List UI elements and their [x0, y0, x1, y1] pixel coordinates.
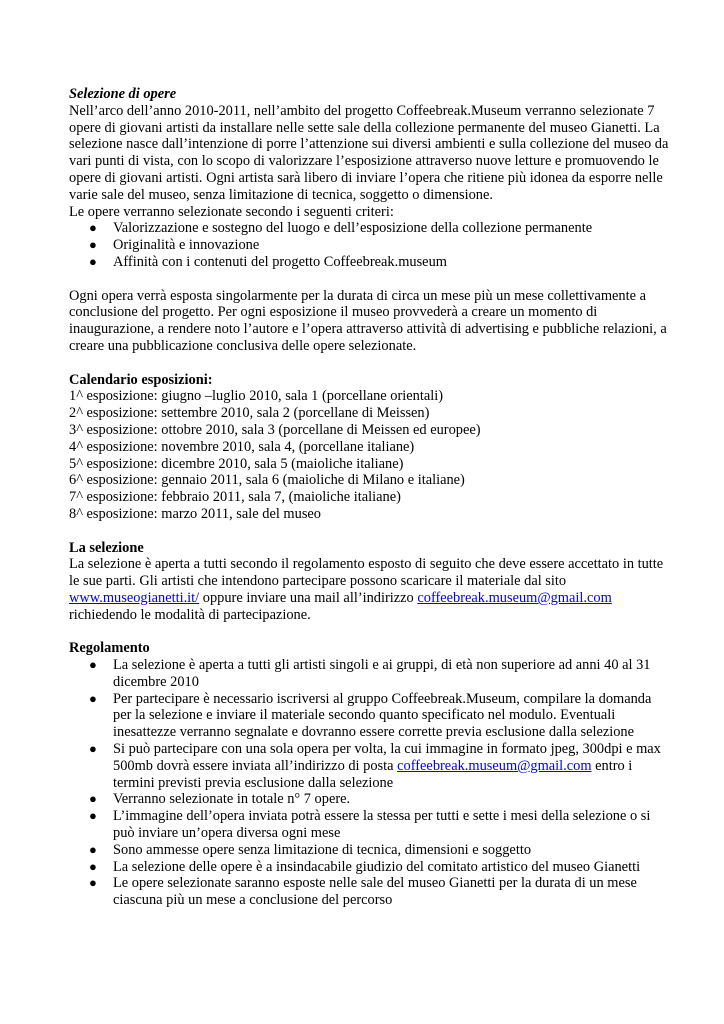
criteria-intro: Le opere verranno selezionate secondo i seguenti criteri: — [69, 203, 394, 220]
calendar-item: 5^ esposizione: dicembre 2010, sala 5 (maioliche italiane) — [69, 455, 404, 472]
list-item: ● Valorizzazione e sostegno del luogo e dell’esposizione della collezione permanente — [89, 220, 593, 237]
bullet-icon: ● — [89, 808, 97, 824]
intro-paragraph: Nell’arco dell’anno 2010-2011, nell’ambito del progetto Coffeebreak.Museum verranno selezionate 7 opere di giovani artisti da installare nelle sette sale della collezione permanente del museo Gianetti. La selezione nasce dall’intenzione di porre l’attenzione sui diversi ambienti e sulla collezione del museo da vari punti di vista, con lo scopo di valorizzare l’esposizione attraverso nuove letture e promuovendo le opere di giovani artisti. Ogni artista sarà libero di inviare l’opera che ritiene più idonea da esporre nelle varie sale del museo, senza limitazione di tecnica, soggetto o dimensione. — [69, 102, 669, 203]
museum-site-link[interactable]: www.museogianetti.it/ — [69, 589, 200, 606]
bullet-icon: ● — [89, 220, 97, 236]
list-item: ● La selezione è aperta a tutti gli artisti singoli e ai gruppi, di età non superiore ad anni 40 al 31 dicembre 2010 — [89, 657, 651, 690]
list-item: ● La selezione delle opere è a insindacabile giudizio del comitato artistico del museo Gianetti — [89, 858, 641, 875]
exhibition-paragraph: Ogni opera verrà esposta singolarmente per la durata di circa un mese più un mese collettivamente a conclusione del progetto. Per ogni esposizione il museo provvederà a creare un momento di inaugurazione, a rendere noto l’autore e l’opera attraverso attività di advertising e pubbliche relazioni, a creare una pubblicazione conclusiva delle opere selezionate. — [69, 287, 667, 354]
rules-list — [69, 657, 669, 909]
spacer — [69, 271, 669, 288]
list-item: ● Si può partecipare con una sola opera per volta, la cui immagine in formato jpeg, 300dpi e max 500mb dovrà essere inviata all’indirizzo di posta coffeebreak.museum@gmail.com entro i termini previsti previa esclusione dalla selezione — [89, 741, 661, 791]
calendar-item: 2^ esposizione: settembre 2010, sala 2 (porcellane di Meissen) — [69, 405, 430, 422]
bullet-icon: ● — [89, 657, 97, 673]
spacer — [69, 523, 669, 540]
list-item: ● L’immagine dell’opera inviata potrà essere la stessa per tutti e sette i mesi della selezione o si può inviare un’opera diversa ogni mese — [89, 808, 651, 842]
document-body — [69, 86, 669, 909]
bullet-icon: ● — [89, 858, 97, 874]
email-link[interactable]: coffeebreak.museum@gmail.com — [397, 757, 592, 774]
list-item: ● Le opere selezionate saranno esposte nelle sale del museo Gianetti per la durata di un mese ciascuna più un mese a conclusione del percorso — [89, 875, 637, 909]
bullet-icon: ● — [89, 841, 97, 857]
criteria-list — [69, 220, 669, 270]
list-item: ● Originalità e innovazione — [89, 237, 260, 254]
list-item: ● Affinità con i contenuti del progetto Coffeebreak.museum — [89, 253, 447, 270]
bullet-icon: ● — [89, 875, 97, 891]
spacer — [69, 624, 669, 641]
section-title-la-selezione: La selezione — [69, 539, 144, 556]
email-link[interactable]: coffeebreak.museum@gmail.com — [417, 589, 612, 606]
bullet-icon: ● — [89, 741, 97, 757]
bullet-icon: ● — [89, 237, 97, 253]
bullet-icon: ● — [89, 791, 97, 807]
section-title-selezione-di-opere: Selezione di opere — [69, 86, 177, 102]
spacer — [69, 355, 669, 372]
section-title-regolamento: Regolamento — [69, 640, 150, 657]
list-item: ● Per partecipare è necessario iscriversi al gruppo Coffeebreak.Museum, compilare la domanda per la selezione e inviare il materiale secondo quanto specificato nel modulo. Eventuali inesattezze verranno segnalate e dovranno essere corrette previa esclusione dalla selezione — [89, 690, 652, 741]
selection-paragraph: La selezione è aperta a tutti secondo il regolamento esposto di seguito che deve essere accettato in tutte le sue parti. Gli artisti che intendono partecipare possono scaricare il materiale dal sito www.museogianetti.it/ oppure inviare una mail all’indirizzo coffeebreak.museum@gmail.com richiedendo le modalità di partecipazione. — [69, 556, 664, 623]
bullet-icon: ● — [89, 690, 97, 706]
list-item: ● Sono ammesse opere senza limitazione di tecnica, dimensioni e soggetto — [89, 841, 532, 858]
calendar-item: 1^ esposizione: giugno –luglio 2010, sala 1 (porcellane orientali) — [69, 388, 444, 405]
calendar-item: 7^ esposizione: febbraio 2011, sala 7, (maioliche italiane) — [69, 489, 401, 506]
list-item: ● Verranno selezionate in totale n° 7 opere. — [89, 791, 351, 808]
calendar-item: 8^ esposizione: marzo 2011, sale del museo — [69, 505, 321, 522]
calendar-item: 6^ esposizione: gennaio 2011, sala 6 (maioliche di Milano e italiane) — [69, 472, 465, 489]
section-title-calendario: Calendario esposizioni: — [69, 371, 213, 388]
calendar-item: 4^ esposizione: novembre 2010, sala 4, (porcellane italiane) — [69, 438, 415, 455]
calendar-item: 3^ esposizione: ottobre 2010, sala 3 (porcellane di Meissen ed europee) — [69, 421, 481, 438]
bullet-icon: ● — [89, 253, 97, 269]
